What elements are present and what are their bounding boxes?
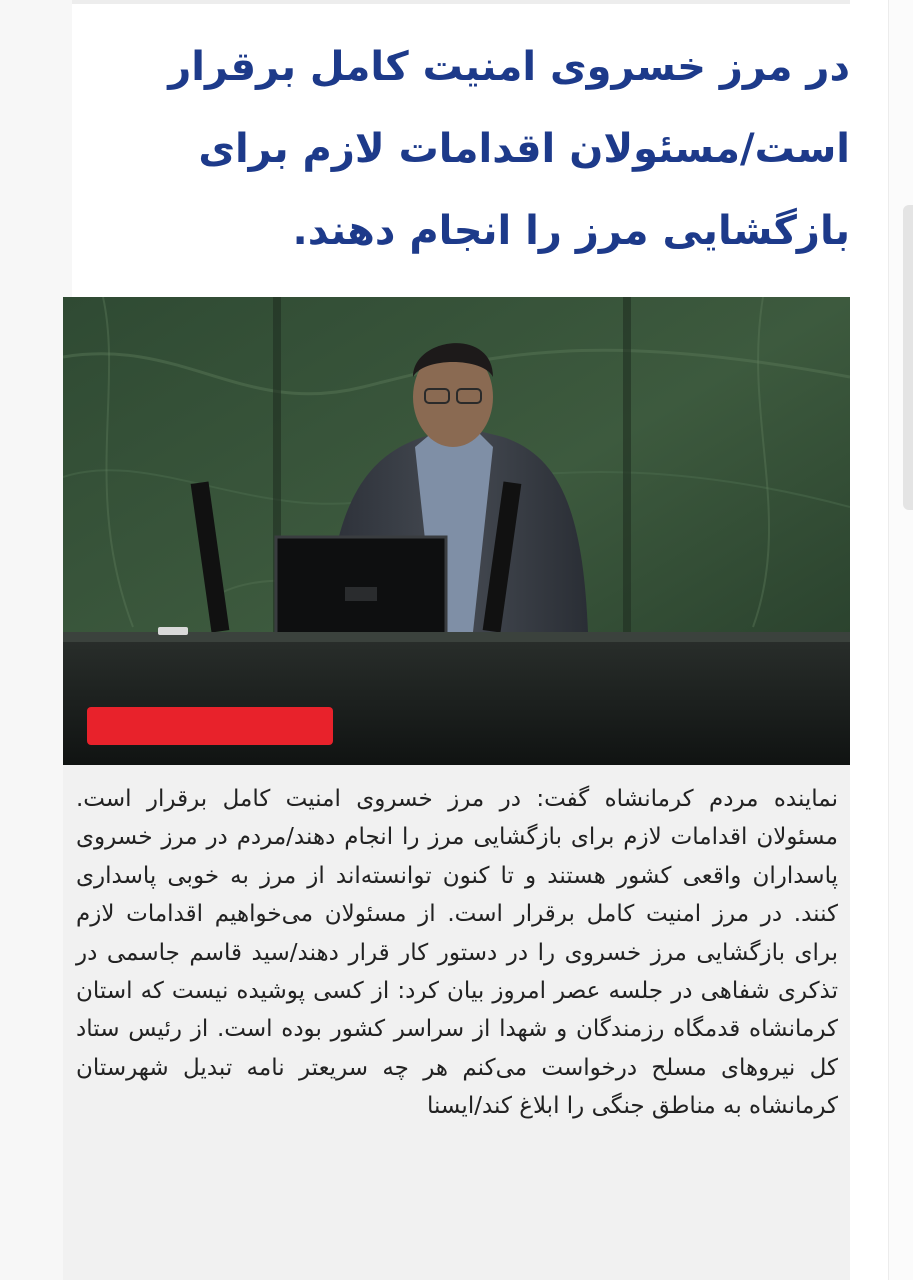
right-margin — [888, 0, 913, 1280]
article-photo — [63, 297, 850, 765]
divider — [72, 0, 850, 4]
article-summary: نماینده مردم کرمانشاه گفت: در مرز خسروی امنیت کامل برقرار است. مسئولان اقدامات لازم برای بازگشایی مرز را انجام دهند/مردم در مرز خسروی پاسداران واقعی کشور هستند و تا کنون توانسته‌اند از مرز به خوبی پاسداری کنند. در مرز امنیت کامل برقرار است. از مسئولان می‌خواهیم اقدامات لازم برای بازگشایی مرز خسروی را در دستور کار قرار دهند/سید قاسم جاسمی در تذکری شفاهی در جلسه عصر امروز بیان کرد: از کسی پوشیده نیست که استان کرمانشاه قدمگاه رزمندگان و شهدا از سراسر کشور بوده است. از رئیس ستاد کل نیروهای مسلح درخواست می‌کنم هر چه سریعتر نامه تبدیل شهرستان کرمانشاه به مناطق جنگی را ابلاغ کند/ایسنا — [76, 786, 838, 1120]
scrollbar-handle[interactable] — [903, 205, 913, 510]
left-margin — [0, 0, 72, 1280]
article-headline: در مرز خسروی امنیت کامل برقرار است/مسئولان اقدامات لازم برای بازگشایی مرز را انجام دهند. — [168, 44, 850, 254]
